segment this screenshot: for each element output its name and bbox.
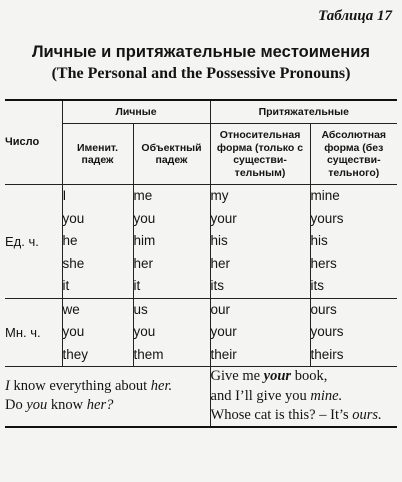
- example-text: and I’ll give you: [210, 387, 311, 404]
- title-russian: Личные и притяжательные местоимения: [31, 43, 371, 61]
- cell-conjoint: [210, 185, 310, 299]
- pronoun-objective: her: [133, 255, 154, 271]
- pronoun-conjoint: its: [210, 278, 225, 293]
- pronoun-nominative: he: [62, 233, 78, 248]
- title-english: (The Personal and the Possessive Pronouns): [51, 65, 351, 82]
- header-personal: Личные: [62, 100, 210, 124]
- pronoun-objective: us: [133, 301, 148, 317]
- cell-objective: [133, 298, 210, 367]
- pronoun-conjoint: your: [210, 210, 237, 226]
- example-sentence: [211, 367, 398, 387]
- page-title: [0, 42, 402, 84]
- pronoun-nominative: they: [62, 346, 89, 362]
- pronoun-objective: them: [133, 346, 164, 362]
- table-number: Таблица 17: [318, 8, 392, 24]
- pronoun-conjoint: your: [210, 324, 237, 339]
- table-row: [5, 185, 397, 299]
- example-sentence: [211, 406, 398, 426]
- pronoun-conjoint: his: [210, 233, 228, 248]
- pronoun-conjoint: our: [210, 301, 231, 317]
- cell-absolute: [310, 298, 397, 367]
- example-text: know everything about: [9, 377, 151, 394]
- header-possessive: Притяжательные: [210, 100, 397, 124]
- example-text: Give me: [210, 368, 264, 384]
- pronoun-nominative: I: [62, 188, 67, 203]
- pronoun-conjoint: my: [210, 188, 229, 203]
- header-nominative: Именит. падеж: [62, 124, 133, 185]
- example-sentence: [5, 377, 210, 397]
- pronoun-objective: you: [133, 210, 156, 226]
- emphasized-pronoun: ours.: [352, 407, 382, 423]
- pronoun-conjoint: their: [210, 346, 237, 362]
- row-number-label: Мн. ч.: [5, 298, 62, 367]
- header-objective: Объектный падеж: [133, 124, 210, 185]
- example-sentence: [211, 387, 398, 407]
- row-number-label: Ед. ч.: [5, 185, 62, 299]
- cell-nominative: [62, 185, 133, 299]
- header-conjoint-form: Относительная форма (только с существительным): [210, 124, 310, 185]
- example-text: book,: [291, 368, 328, 384]
- pronoun-nominative: we: [62, 301, 80, 317]
- example-text: Whose cat is this? – It’s: [210, 407, 353, 423]
- examples-personal: [5, 367, 210, 427]
- cell-objective: [133, 185, 210, 299]
- pronoun-nominative: she: [62, 255, 85, 271]
- cell-nominative: [62, 298, 133, 367]
- pronoun-absolute: yours: [310, 324, 344, 339]
- header-number: Число: [5, 100, 62, 185]
- table-row: [5, 298, 397, 367]
- header-absolute-form: Абсолютная форма (без существительного): [310, 124, 397, 185]
- pronoun-absolute: his: [310, 233, 328, 248]
- pronoun-conjoint: her: [210, 255, 231, 271]
- emphasized-pronoun: your: [263, 368, 292, 384]
- pronoun-nominative: you: [62, 324, 85, 339]
- example-sentence: [5, 396, 210, 416]
- pronoun-nominative: you: [62, 210, 85, 226]
- example-text: know: [47, 397, 87, 414]
- emphasized-pronoun: I: [5, 377, 10, 394]
- emphasized-pronoun: her?: [86, 397, 114, 414]
- pronoun-absolute: hers: [310, 255, 337, 271]
- examples-possessive: [210, 367, 397, 427]
- pronoun-objective: him: [133, 233, 156, 248]
- pronoun-absolute: theirs: [310, 346, 344, 362]
- pronoun-nominative: it: [62, 278, 70, 293]
- pronoun-objective: you: [133, 324, 156, 339]
- cell-conjoint: [210, 298, 310, 367]
- cell-absolute: [310, 185, 397, 299]
- pronoun-absolute: yours: [310, 210, 344, 226]
- pronoun-absolute: its: [310, 278, 325, 293]
- pronoun-absolute: ours: [310, 301, 337, 317]
- emphasized-pronoun: her.: [150, 377, 173, 394]
- emphasized-pronoun: mine.: [310, 387, 343, 404]
- pronoun-absolute: mine: [310, 188, 340, 203]
- pronoun-objective: it: [133, 278, 141, 293]
- example-text: Do: [5, 397, 27, 414]
- table-body: [5, 185, 397, 367]
- emphasized-pronoun: you: [26, 397, 48, 414]
- pronoun-objective: me: [133, 188, 153, 203]
- pronouns-table: [5, 99, 397, 428]
